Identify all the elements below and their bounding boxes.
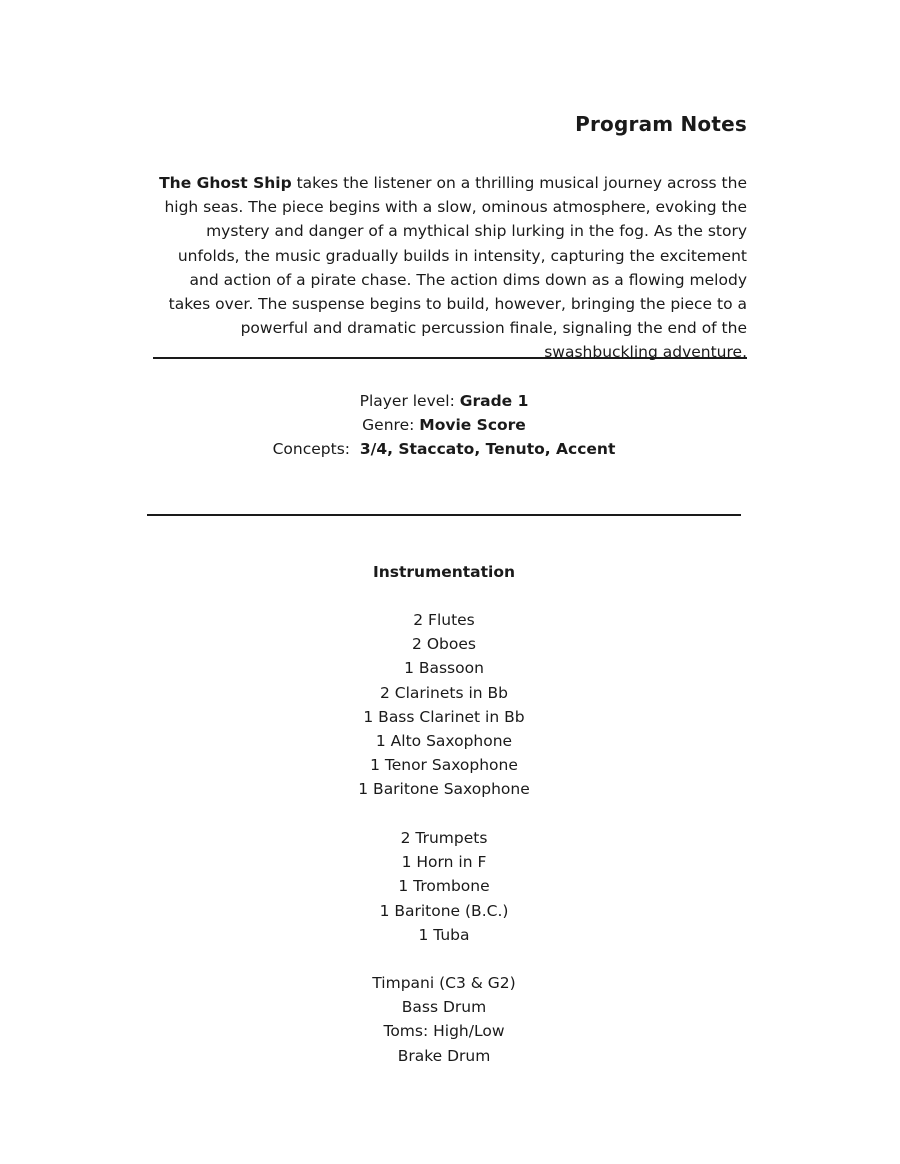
page-title: Program Notes xyxy=(575,112,747,136)
list-item: 1 Baritone (B.C.) xyxy=(379,901,509,920)
list-item: 2 Oboes xyxy=(412,635,476,654)
list-item: 1 Horn in F xyxy=(401,853,487,872)
list-item: 2 Trumpets xyxy=(400,829,488,847)
list-item: 1 Baritone Saxophone xyxy=(358,780,530,799)
list-item: 1 Bass Clarinet in Bb xyxy=(363,707,525,726)
genre-value: Movie Score xyxy=(419,416,526,435)
player-level-value: Grade 1 xyxy=(459,392,529,410)
percussion-list xyxy=(0,971,888,1068)
concepts-line xyxy=(0,437,888,461)
instrumentation-heading: Instrumentation xyxy=(372,563,516,581)
woodwinds-list xyxy=(0,608,888,802)
concepts-label: Concepts: xyxy=(272,440,360,459)
genre-label: Genre: xyxy=(362,416,420,435)
list-item: 1 Tuba xyxy=(418,925,470,944)
program-notes-paragraph xyxy=(150,171,747,365)
divider-top xyxy=(153,357,747,359)
list-item: 1 Tenor Saxophone xyxy=(370,756,518,775)
list-item: 1 Bassoon xyxy=(404,659,484,678)
list-item: 1 Trombone xyxy=(398,877,490,896)
brass-list xyxy=(0,826,888,947)
player-level-label: Player level: xyxy=(359,392,460,410)
piece-details xyxy=(0,389,888,462)
list-item: 2 Flutes xyxy=(413,611,475,629)
list-item: Brake Drum xyxy=(397,1046,491,1065)
player-level-line xyxy=(0,389,888,413)
list-item: Timpani (C3 & G2) xyxy=(372,974,516,992)
list-item: Bass Drum xyxy=(401,998,487,1017)
list-item: 1 Alto Saxophone xyxy=(375,732,513,751)
concepts-value: 3/4, Staccato, Tenuto, Accent xyxy=(359,440,616,459)
list-item: 2 Clarinets in Bb xyxy=(379,683,509,702)
divider-bottom xyxy=(147,514,741,516)
program-notes-text: takes the listener on a thrilling musical journey across the high seas. The piece begins with a slow, ominous atmosphere, evoking the mystery and danger of a mythical ship lurking in the fog. As the story unfolds, the music gradually builds in intensity, capturing the excitement and action of a pirate chase. The action dims down as a flowing melody takes over. The suspense begins to build, however, bringing the piece to a powerful and dramatic percussion finale, signaling the end of the swashbuckling adventure. xyxy=(164,174,747,362)
genre-line xyxy=(0,413,888,437)
piece-title: The Ghost Ship xyxy=(159,174,292,192)
list-item: Toms: High/Low xyxy=(383,1022,505,1041)
